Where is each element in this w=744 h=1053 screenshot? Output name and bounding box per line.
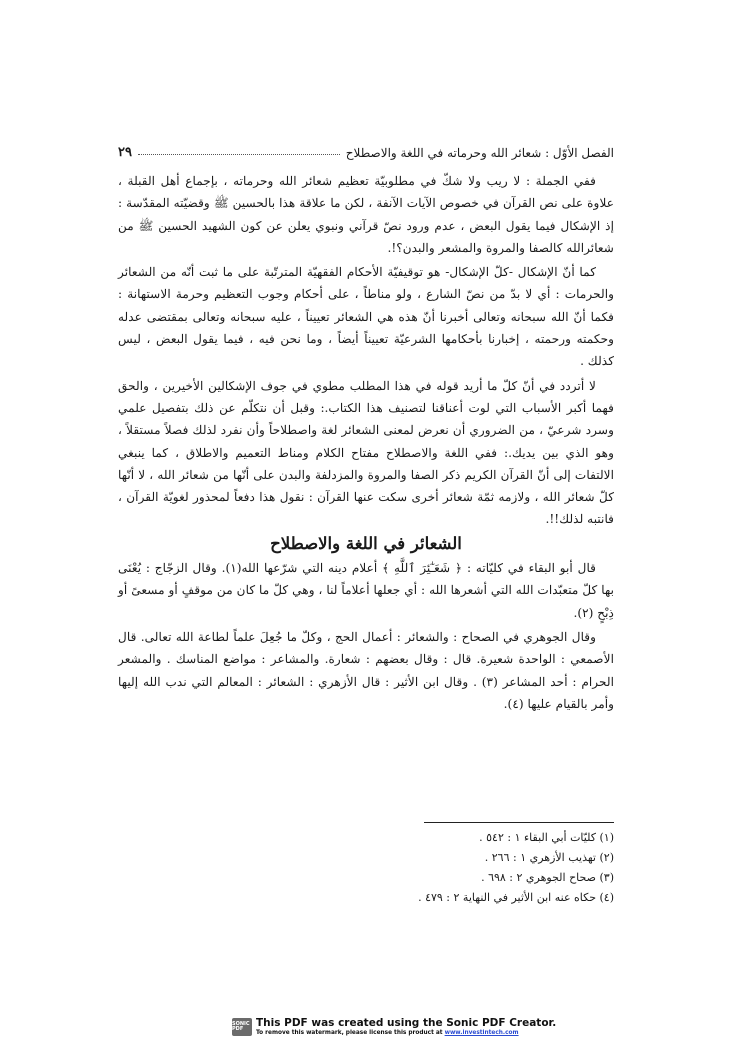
watermark-link[interactable]: www.investintech.com	[444, 1030, 519, 1036]
paragraph: كما أنّ الإشكال -كلّ الإشكال- هو توقيفيّة الأحكام الفقهيّة المترتّبة على ما ثبت أنّه من الشعائر والحرمات : أي لا بدّ من نصّ الشارع ، ولو مناطاً ، على أحكام وجوب التعظيم وحرمة الاستهانة : فكما أنّ الله سبحانه وتعالى أخبرنا أنّ هذه هي الشعائر تعييناً ، عليه سبحانه وتعالى بمقتضى عدله وحكمته ورحمته ، إخبارنا بأحكامها الشرعيّة تعييناً أيضاً ، وما نحن فيه ، فيما يقول البعض ، ليس كذلك .	[118, 265, 614, 369]
page-number: ٢٩	[118, 145, 132, 160]
watermark-line-1: This PDF was created using the Sonic PDF Creator.	[256, 1017, 557, 1029]
footnote: (٣) صحاح الجوهري ٢ : ٦٩٨ .	[481, 871, 614, 884]
chapter-title: الفصل الأوّل : شعائر الله وحرماته في اللغة والاصطلاح	[345, 146, 614, 160]
footnote: (٢) تهذيب الأزهري ١ : ٢٦٦ .	[484, 851, 614, 864]
footnote-divider	[424, 822, 614, 823]
paragraph: وقال الجوهري في الصحاح : والشعائر : أعمال الحج ، وكلّ ما جُعِلَ علماً لطاعة الله تعالى. قال الأصمعي : الواحدة شعيرة. قال : وقال بعضهم : شعارة. والمشاعر : مواضع المناسك . والمشعر الحرام : أحد المشاعر (٣) . وقال ابن الأثير : قال الأزهري : الشعائر : المعالم التي ندب الله إليها وأمر بالقيام عليها (٤).	[118, 629, 614, 711]
running-header	[118, 138, 614, 160]
footnote: (١) كليّات أبي البقاء ١ : ٥٤٢ .	[479, 831, 614, 844]
footnotes	[300, 828, 614, 908]
main-text	[118, 170, 614, 717]
footnote: (٤) حكاه عنه ابن الأثير في النهاية ٢ : ٤٧٩ .	[418, 891, 614, 904]
section-heading: الشعائر في اللغة والاصطلاح	[270, 533, 462, 553]
paragraph: ففي الجملة : لا ريب ولا شكّ في مطلوبيّة تعظيم شعائر الله وحرماته ، بإجماع أهل القبلة ، علاوة على نص القرآن في خصوص الآيات الآنفة ، لكن ما علاقة هذا بالحسين ﷺ وقضيّته المقدّسة : إذ الإشكال فيما يقول البعض ، عدم ورود نصّ قرآني ونبوي يعلن عن كون الشهيد الحسين ﷺ من شعائرالله كالصفا والمروة والمشعر والبدن؟!.	[118, 174, 614, 255]
watermark-line-2	[256, 1029, 556, 1037]
dotted-leader	[138, 154, 340, 155]
paragraph: قال أبو البقاء في كليّاته : ﴿ شَعَـٰٓئِرَ ٱللَّهِ ﴾ أعلام دينه التي شرّعها الله(١). وقال الزجّاج : يُعْنَى بها كلّ متعبّدات الله التي أشعرها الله : أي جعلها أعلاماً لنا ، وهي كلّ ما كان من موقفٍ أو مسعىً أو ذِبْحٍ (٢).	[118, 561, 614, 620]
pdf-watermark	[232, 1014, 556, 1040]
watermark-line-2-text: To remove this watermark, please license this product at	[256, 1030, 445, 1036]
paragraph: لا أتردد في أنّ كلّ ما أريد قوله في هذا المطلب مطوي في جوف الإشكالين الأخيرين ، والحق فهما أكبر الأسباب التي لوت أعناقنا لتصنيف هذا الكتاب.: وقبل أن نتكلّم عن ذلك بتفصيل علمي وسرد شرعيّ ، من الضروري أن نعرض لمعنى الشعائر لغة واصطلاحاً وأن نفرد لذلك فصلاً مستقلاً ، وهو الذي بين يديك.: ففي اللغة والاصطلاح مفتاح الكلام ومناط التعميم والاطلاق ، كما ينبغي الالتفات إلى أنّ القرآن الكريم ذكر الصفا والمروة والمزدلفة والبدن على أنّها من شعائر الله ، لا أنّها كلّ شعائر الله ، ولازمه ثمّة شعائر أخرى سكت عنها القرآن : نقول هذا دفعاً لمحذور لغويّة القرآن ، فانتبه لذلك!!.	[118, 378, 614, 527]
sonic-pdf-logo: SONIC PDF	[232, 1018, 252, 1036]
